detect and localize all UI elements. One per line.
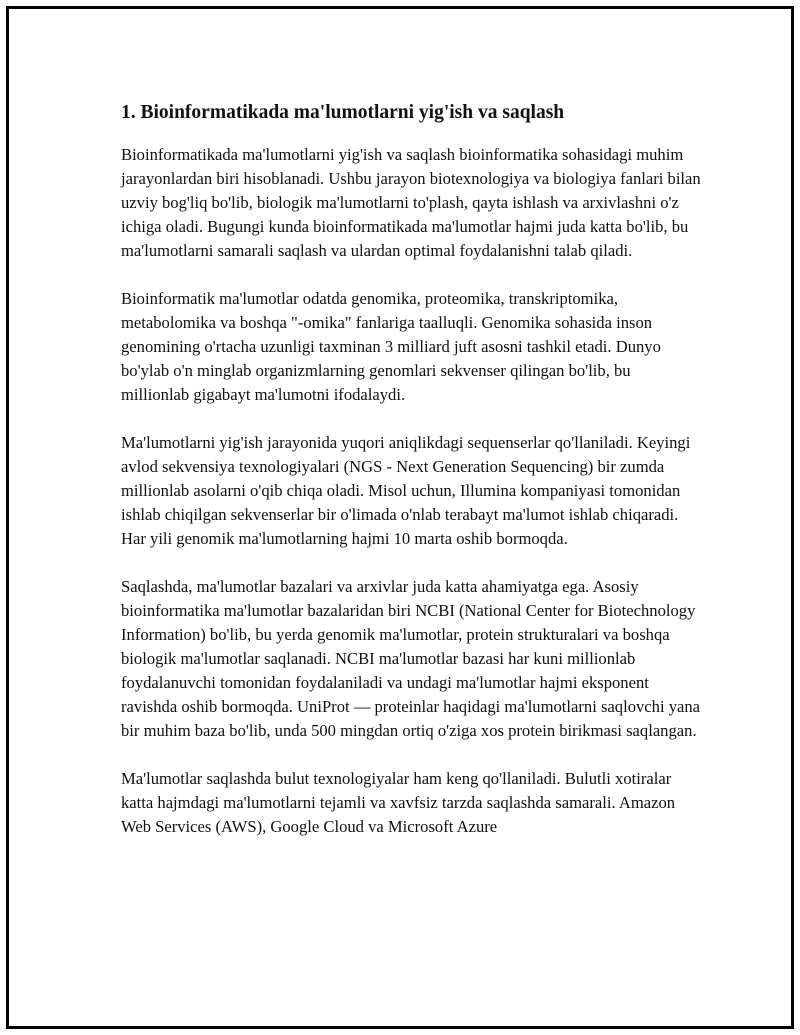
document-page xyxy=(6,6,794,1029)
paragraph-databases: Saqlashda, ma'lumotlar bazalari va arxivlar juda katta ahamiyatga ega. Asosiy bioinformatika ma'lumotlar bazalaridan biri NCBI (National Center for Biotechnology Information) bo'lib, bu yerda genomik ma'lumotlar, protein strukturalari va boshqa biologik ma'lumotlar saqlanadi. NCBI ma'lumotlar bazasi har kuni millionlab foydalanuvchi tomonidan foydalaniladi va undagi ma'lumotlar hajmi eksponent ravishda oshib bormoqda. UniProt — proteinlar haqidagi ma'lumotlarni saqlovchi yana bir muhim baza bo'lib, unda 500 mingdan ortiq o'ziga xos protein birikmasi saqlangan. xyxy=(121,577,701,740)
paragraph-intro: Bioinformatikada ma'lumotlarni yig'ish va saqlash bioinformatika sohasidagi muhim jarayonlardan biri hisoblanadi. Ushbu jarayon biotexnologiya va biologiya fanlari bilan uzviy bog'liq bo'lib, biologik ma'lumotlarni to'plash, qayta ishlash va arxivlashni o'z ichiga oladi. Bugungi kunda bioinformatikada ma'lumotlar hajmi juda katta bo'lib, bu ma'lumotlarni samarali saqlash va ulardan optimal foydalanishni talab qiladi. xyxy=(121,145,701,260)
paragraph-omics: Bioinformatik ma'lumotlar odatda genomika, proteomika, transkriptomika, metabolomika va boshqa "-omika" fanlariga taalluqli. Genomika sohasida inson genomining o'rtacha uzunligi taxminan 3 milliard juft asosni tashkil etadi. Dunyo bo'ylab o'n minglab organizmlarning genomlari sekvenser qilingan bo'lib, bu millionlab gigabayt ma'lumotni ifodalaydi. xyxy=(121,289,661,404)
document-body xyxy=(121,99,701,863)
section-heading: 1. Bioinformatikada ma'lumotlarni yig'ish va saqlash xyxy=(121,102,565,123)
paragraph-sequencing: Ma'lumotlarni yig'ish jarayonida yuqori aniqlikdagi sequenserlar qo'llaniladi. Keyingi avlod sekvensiya texnologiyalari (NGS - Next Generation Sequencing) bir zumda millionlab asolarni o'qib chiqa oladi. Misol uchun, Illumina kompaniyasi tomonidan ishlab chiqilgan sekvenserlar bir o'limada o'nlab terabayt ma'lumot ishlab chiqaradi. Har yili genomik ma'lumotlarning hajmi 10 marta oshib bormoqda. xyxy=(121,433,691,548)
paragraph-cloud: Ma'lumotlar saqlashda bulut texnologiyalar ham keng qo'llaniladi. Bulutli xotiralar katta hajmdagi ma'lumotlarni tejamli va xavfsiz tarzda saqlashda samarali. Amazon Web Services (AWS), Google Cloud va Microsoft Azure xyxy=(121,769,676,836)
